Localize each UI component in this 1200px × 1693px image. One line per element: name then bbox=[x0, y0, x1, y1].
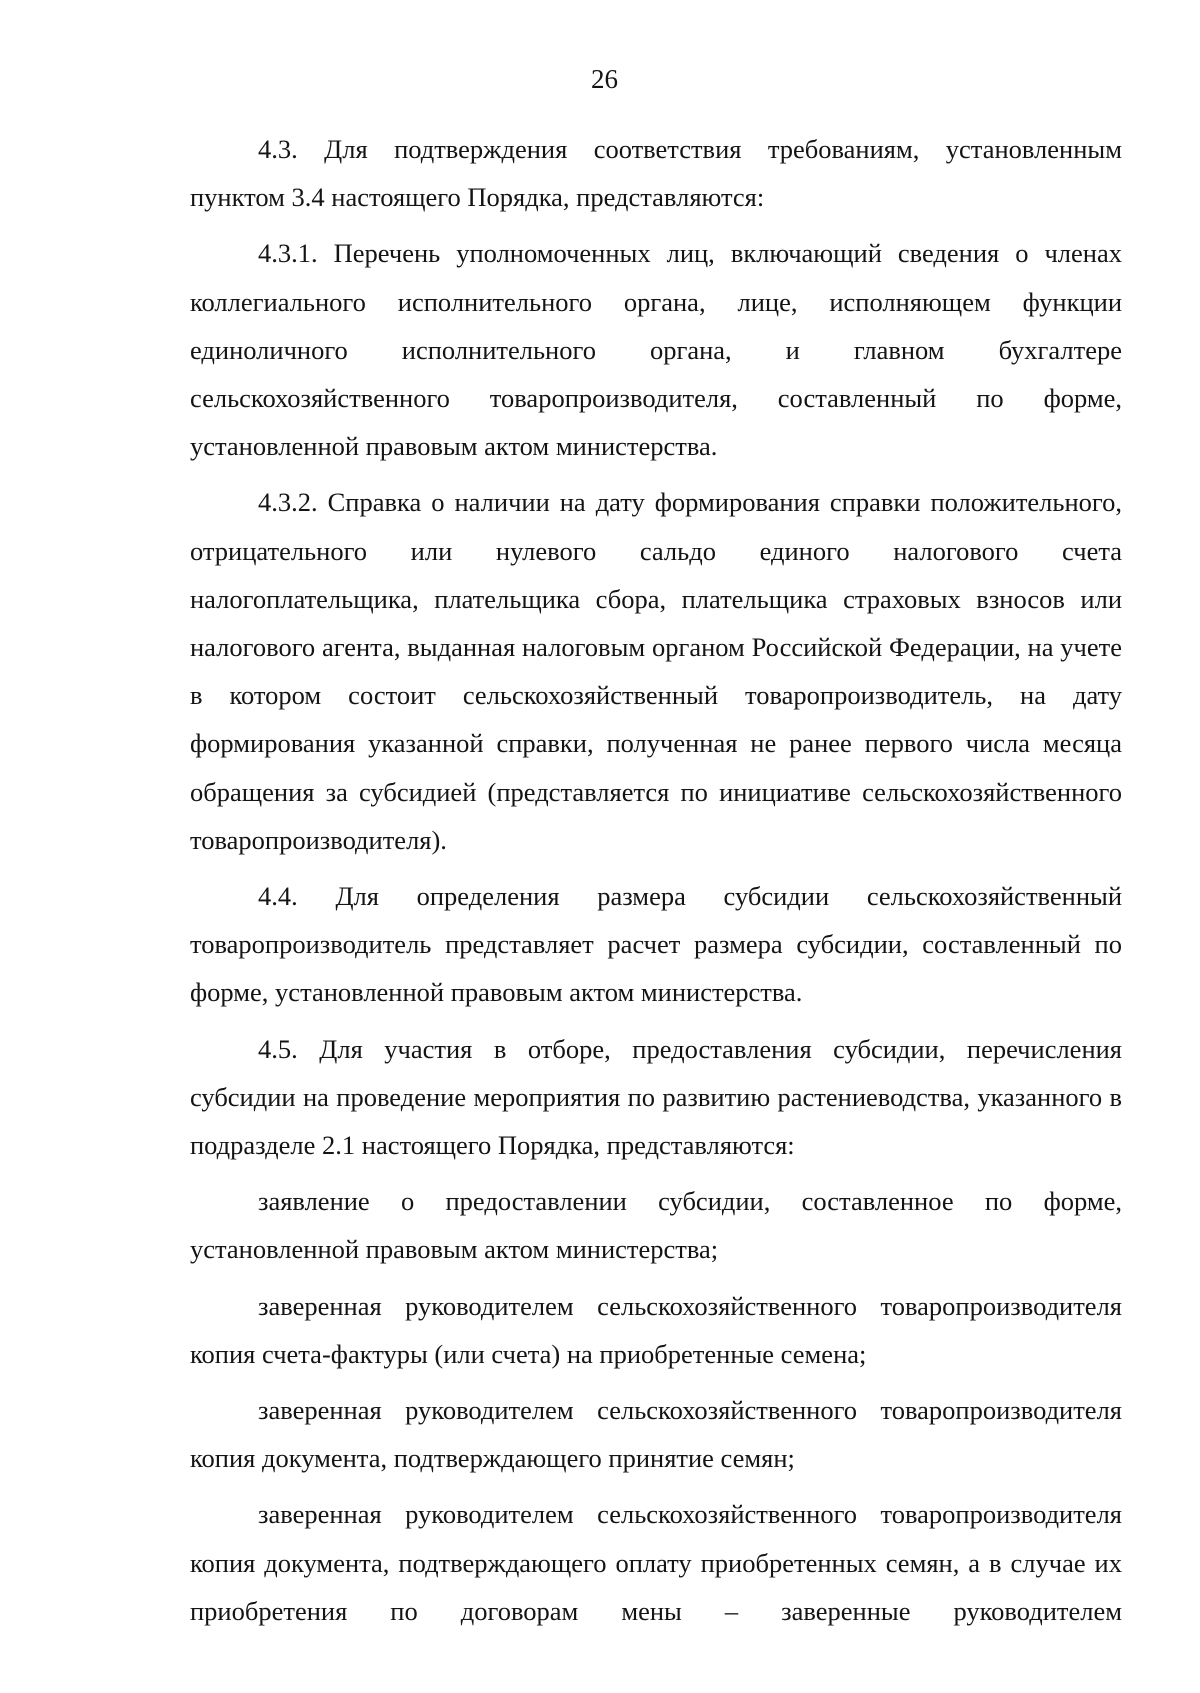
list-item-payment-copy: заверенная руководителем сельскохозяйственного товаропроизводителя копия документа, подтверждающего оплату приобретенных семян, а в случае их приобретения по договорам мены – заверенные руководителем bbox=[190, 1499, 1122, 1626]
page-number: 26 bbox=[591, 64, 618, 94]
list-item-acceptance-copy: заверенная руководителем сельскохозяйственного товаропроизводителя копия документа, подтверждающего принятие семян; bbox=[190, 1395, 1122, 1474]
paragraph-4-3-1: 4.3.1. Перечень уполномоченных лиц, включающий сведения о членах коллегиального исполнительного органа, лице, исполняющем функции единоличного исполнительного органа, и главном бухгалтере сельскохозяйственного товаропроизводителя, составленный по форме, установленной правовым актом министерства. bbox=[190, 238, 1122, 462]
paragraph-4-4: 4.4. Для определения размера субсидии сельскохозяйственный товаропроизводитель представляет расчет размера субсидии, составленный по форме, установленной правовым актом министерства. bbox=[190, 881, 1122, 1008]
paragraph-4-3: 4.3. Для подтверждения соответствия требованиям, установленным пунктом 3.4 настоящего Порядка, представляются: bbox=[190, 134, 1122, 213]
paragraph-4-3-2: 4.3.2. Справка о наличии на дату формирования справки положительного, отрицательного или нулевого сальдо единого налогового счета налогоплательщика, плательщика сбора, плательщика страховых взносов или налогового агента, выданная налоговым органом Российской Федерации, на учете в котором состоит сельскохозяйственный товаропроизводитель, на дату формирования указанной справки, полученная не ранее первого числа месяца обращения за субсидией (представляется по инициативе сельскохозяйственного товаропроизводителя). bbox=[190, 487, 1122, 855]
paragraph-4-5: 4.5. Для участия в отборе, предоставления субсидии, перечисления субсидии на проведение мероприятия по развитию растениеводства, указанного в подразделе 2.1 настоящего Порядка, представляются: bbox=[190, 1033, 1122, 1161]
list-item-invoice-copy: заверенная руководителем сельскохозяйственного товаропроизводителя копия счета-фактуры (или счета) на приобретенные семена; bbox=[190, 1290, 1122, 1369]
list-item-application: заявление о предоставлении субсидии, составленное по форме, установленной правовым актом министерства; bbox=[190, 1186, 1122, 1265]
document-body bbox=[190, 125, 1122, 1635]
